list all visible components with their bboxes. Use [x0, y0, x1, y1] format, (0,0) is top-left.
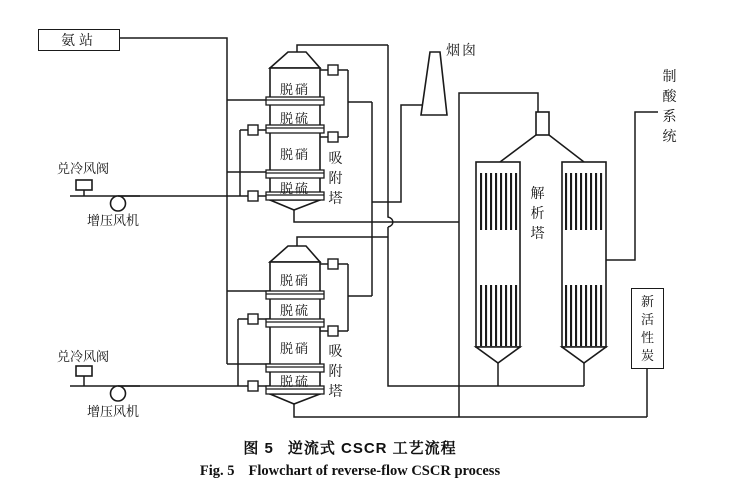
cold-air-valve-bottom-icon	[76, 366, 92, 376]
chimney-label: 烟囱	[446, 42, 478, 58]
upper-desulf-2-label: 脱硫	[279, 181, 310, 196]
lower-desulf-1-label: 脱硫	[279, 303, 310, 318]
upper-tower-cap	[270, 52, 320, 68]
acid-system-pipe	[606, 112, 658, 260]
caption-en-number: Fig. 5	[199, 463, 235, 479]
desorption-left-funnel	[476, 347, 520, 363]
caption-zh-text: 逆流式 CSCR 工艺流程	[287, 440, 457, 457]
lower-denox-1-label: 脱硝	[279, 273, 310, 288]
upper-desulf-1-label: 脱硫	[279, 111, 310, 126]
upper-tower-funnel	[270, 200, 320, 210]
lower-denox-2-label: 脱硝	[279, 341, 310, 356]
lower-desulf-2-label: 脱硫	[279, 374, 310, 389]
ammonia-pipe	[118, 38, 270, 364]
booster-fan-bottom-icon	[111, 386, 141, 401]
cold-air-valve-bottom-label: 兑冷风阀	[57, 349, 110, 364]
desorption-neck	[536, 112, 549, 135]
caption-en-text: Flowchart of reverse-flow CSCR process	[248, 463, 501, 479]
chimney-duct	[372, 102, 424, 296]
ammonia-station-label: 氨站	[61, 32, 97, 48]
caption-zh-number: 图 5	[243, 440, 274, 457]
upper-denox-1-label: 脱硝	[279, 82, 310, 97]
desorption-tower-label: 解析塔	[530, 185, 545, 241]
new-activated-carbon-label: 新活性炭	[640, 293, 654, 363]
lower-tower-funnel	[270, 394, 320, 404]
adsorption-tower-top-label: 吸附塔	[328, 150, 343, 206]
carbon-return-branch	[297, 237, 388, 246]
upper-denox-2-label: 脱硝	[279, 147, 310, 162]
new-activated-carbon-box	[631, 288, 664, 369]
ammonia-station-box	[38, 29, 120, 51]
booster-fan-top-icon	[111, 196, 141, 211]
booster-fan-bottom-label: 增压风机	[87, 404, 140, 419]
adsorption-tower-bottom-label: 吸附塔	[328, 343, 343, 399]
desorption-neck-slopes	[500, 135, 584, 162]
caption-zh	[0, 437, 700, 458]
acid-system-label: 制酸系统	[662, 68, 677, 144]
upper-gas-outlet	[320, 70, 372, 137]
chimney-shape	[421, 52, 447, 115]
cold-air-valve-top-icon	[76, 180, 92, 190]
caption-en	[0, 463, 700, 480]
lower-gas-outlet	[320, 264, 372, 331]
cold-air-valve-top-label: 兑冷风阀	[57, 161, 110, 176]
lower-tower-cap	[270, 246, 320, 262]
desorption-right-funnel	[562, 347, 606, 363]
booster-fan-top-label: 增压风机	[87, 213, 140, 228]
